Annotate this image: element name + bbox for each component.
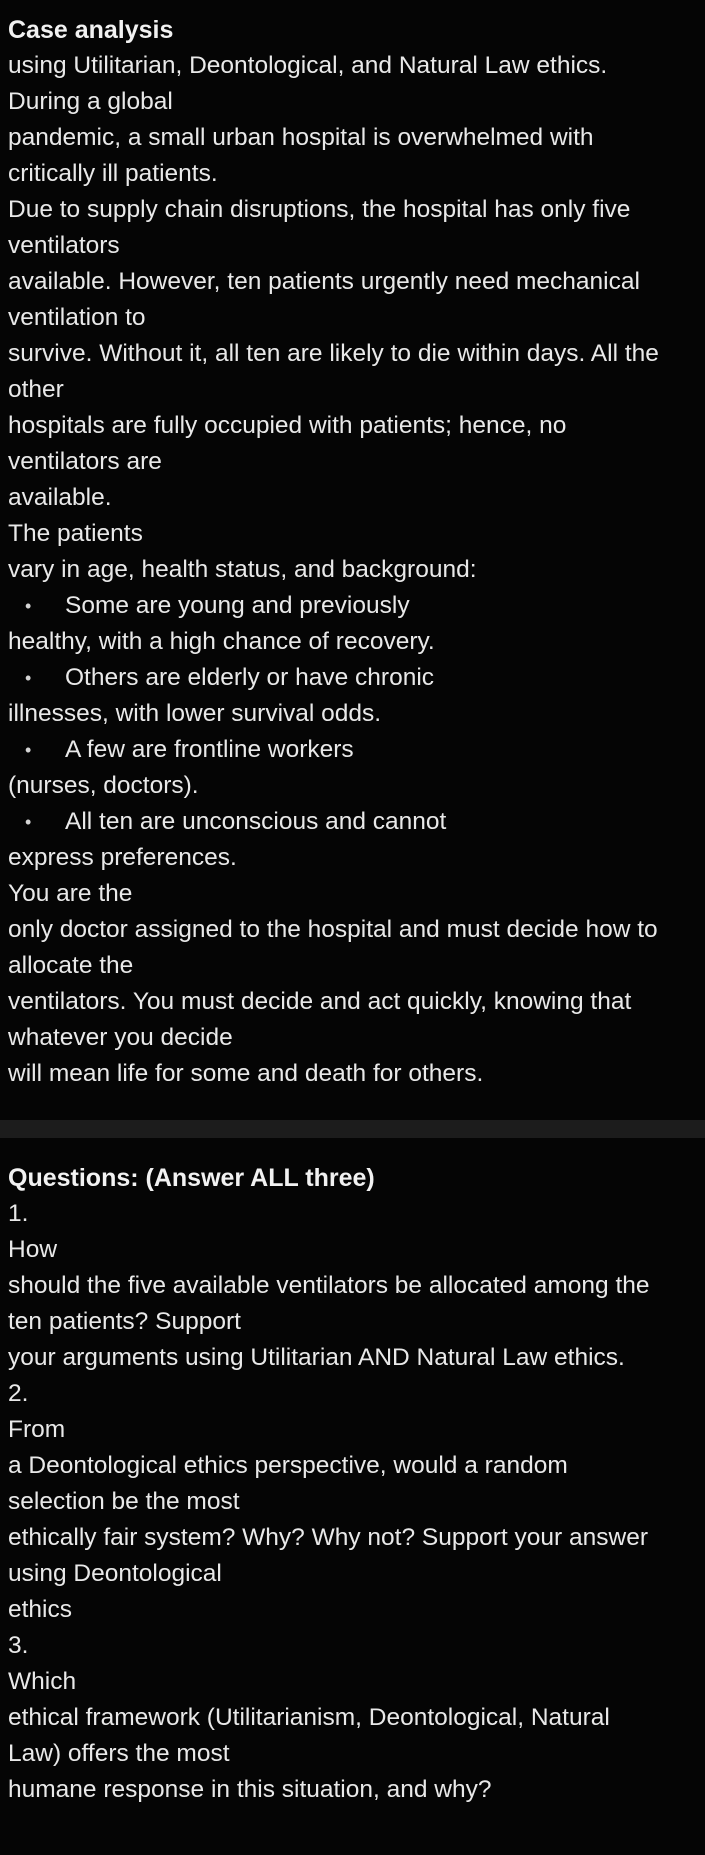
- text-line: other: [8, 376, 64, 403]
- text-line: ethically fair system? Why? Why not? Support your answer: [8, 1524, 648, 1551]
- text-line: illnesses, with lower survival odds.: [8, 700, 382, 727]
- text-line: 2.: [8, 1380, 29, 1407]
- text-line: available.: [8, 484, 112, 511]
- text-line: a Deontological ethics perspective, would a random: [8, 1452, 568, 1479]
- text-line: ventilators: [8, 232, 120, 259]
- text-line: vary in age, health status, and background:: [8, 556, 477, 583]
- text-line: During a global: [8, 88, 173, 115]
- text-line: whatever you decide: [8, 1024, 233, 1051]
- text-line: using Utilitarian, Deontological, and Natural Law ethics.: [8, 52, 608, 79]
- text-line: survive. Without it, all ten are likely to die within days. All the: [8, 340, 659, 367]
- text-line: only doctor assigned to the hospital and must decide how to: [8, 916, 658, 943]
- text-line: pandemic, a small urban hospital is overwhelmed with: [8, 124, 594, 151]
- bullet-item: • A few are frontline workers: [8, 732, 705, 768]
- questions-title: Questions: (Answer ALL three): [8, 1164, 375, 1192]
- text-line: (nurses, doctors).: [8, 772, 199, 799]
- bullet-item: • Others are elderly or have chronic: [8, 660, 705, 696]
- case-text-body: [8, 48, 705, 1092]
- section-divider: [0, 1120, 705, 1138]
- text-line: ventilators. You must decide and act quickly, knowing that: [8, 988, 632, 1015]
- case-analysis-section: [8, 12, 705, 1092]
- text-line: using Deontological: [8, 1560, 222, 1587]
- text-line: How: [8, 1236, 58, 1263]
- text-line: ethics: [8, 1596, 73, 1623]
- text-line: ventilation to: [8, 304, 146, 331]
- text-line: healthy, with a high chance of recovery.: [8, 628, 435, 655]
- bullet-item: • All ten are unconscious and cannot: [8, 804, 705, 840]
- text-line: From: [8, 1416, 66, 1443]
- text-line: your arguments using Utilitarian AND Natural Law ethics.: [8, 1344, 625, 1371]
- text-line: You are the: [8, 880, 133, 907]
- text-line: ethical framework (Utilitarianism, Deontological, Natural: [8, 1704, 610, 1731]
- text-line: Which: [8, 1668, 77, 1695]
- text-line: available. However, ten patients urgently need mechanical: [8, 268, 640, 295]
- questions-text-body: [8, 1196, 705, 1808]
- text-line: express preferences.: [8, 844, 237, 871]
- text-line: hospitals are fully occupied with patients; hence, no: [8, 412, 567, 439]
- text-line: selection be the most: [8, 1488, 240, 1515]
- text-line: Due to supply chain disruptions, the hospital has only five: [8, 196, 631, 223]
- text-line: 1.: [8, 1200, 29, 1227]
- text-line: critically ill patients.: [8, 160, 218, 187]
- text-line: ventilators are: [8, 448, 162, 475]
- text-line: humane response in this situation, and why?: [8, 1776, 492, 1803]
- text-line: 3.: [8, 1632, 29, 1659]
- text-line: The patients: [8, 520, 143, 547]
- text-line: allocate the: [8, 952, 134, 979]
- text-line: will mean life for some and death for others.: [8, 1060, 484, 1087]
- case-analysis-title: Case analysis: [8, 16, 174, 44]
- text-line: ten patients? Support: [8, 1308, 241, 1335]
- questions-section: [8, 1160, 705, 1808]
- bullet-item: • Some are young and previously: [8, 588, 705, 624]
- text-line: Law) offers the most: [8, 1740, 230, 1767]
- text-line: should the five available ventilators be allocated among the: [8, 1272, 650, 1299]
